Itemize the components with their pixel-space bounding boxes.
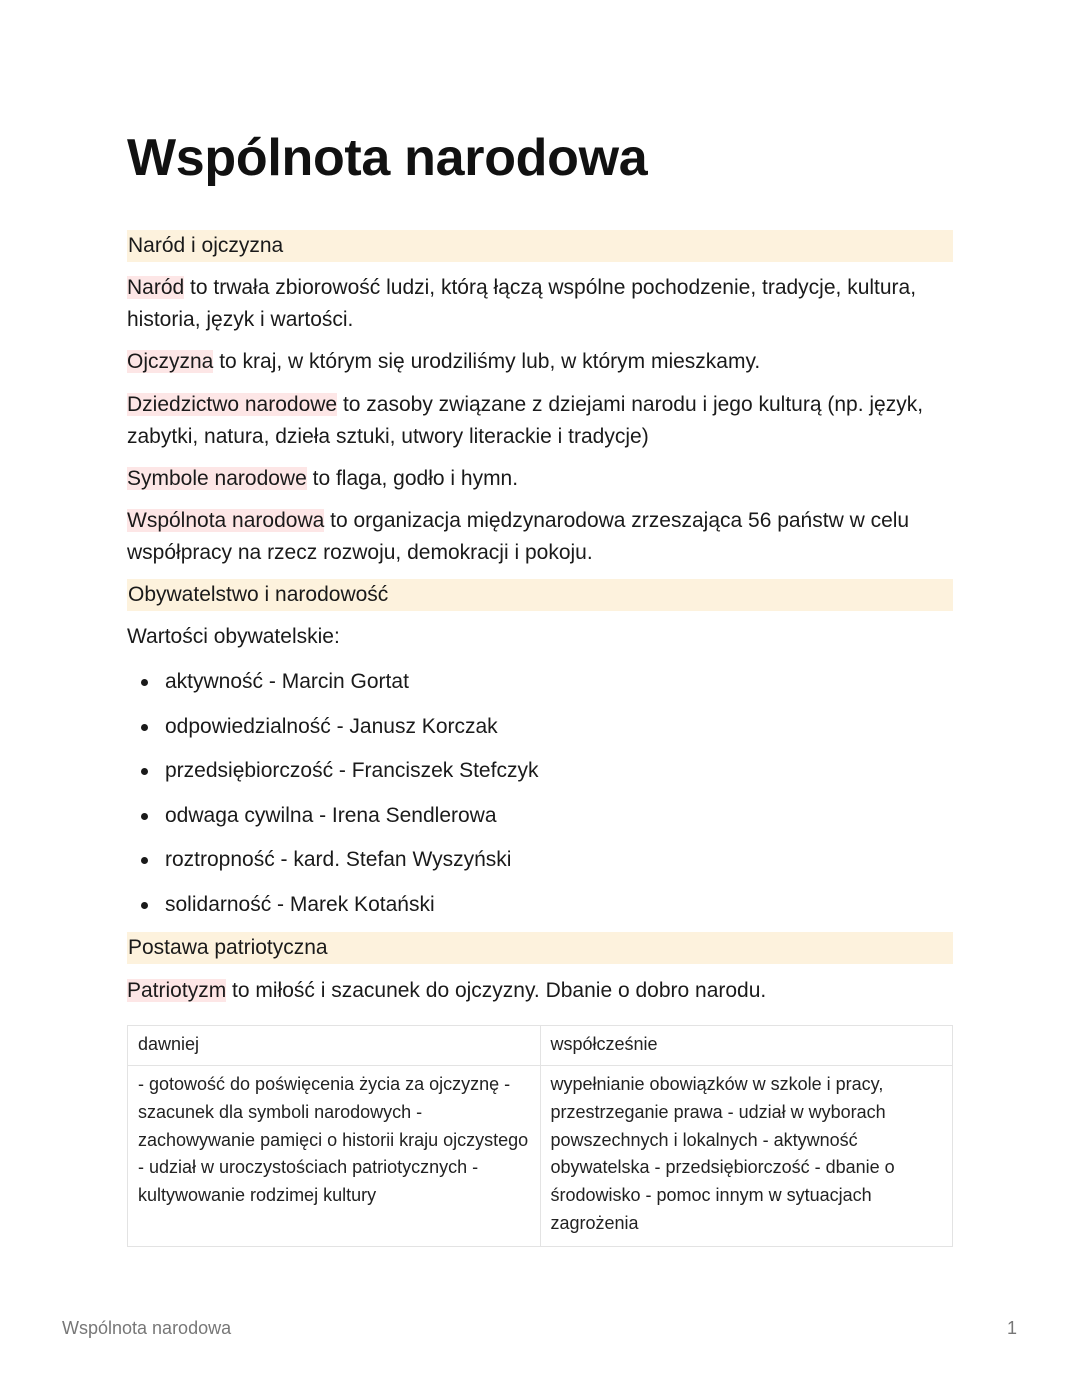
section-heading-nation: Naród i ojczyzna: [127, 230, 953, 262]
list-item: roztropność - kard. Stefan Wyszyński: [127, 842, 727, 887]
bullet-icon: [141, 724, 148, 731]
term-highlight: Dziedzictwo narodowe: [127, 393, 338, 416]
list-item: solidarność - Marek Kotański: [127, 887, 727, 932]
section-heading-citizenship: Obywatelstwo i narodowość: [127, 579, 953, 611]
table-cell-present: wypełnianie obowiązków w szkole i pracy, przestrzeganie prawa - udział w wyborach powszechnych i lokalnych - aktywność obywatelska - przedsiębiorczość - dbanie o środowisko - pomoc innym w sytuacjach zagrożenia: [540, 1066, 953, 1247]
page-title: Wspólnota narodowa: [127, 129, 648, 187]
term-highlight: Ojczyzna: [127, 350, 214, 373]
definition-text: to miłość i szacunek do ojczyzny. Dbanie o dobro narodu.: [226, 979, 767, 1002]
term-highlight: Symbole narodowe: [127, 467, 307, 490]
definition-text: to kraj, w którym się urodziliśmy lub, w którym mieszkamy.: [213, 350, 761, 373]
definition-text: to trwała zbiorowość ludzi, którą łączą wspólne pochodzenie, tradycje, kultura, historia, język i wartości.: [127, 276, 917, 331]
footer-document-title: Wspólnota narodowa: [62, 1318, 232, 1338]
bullet-icon: [141, 768, 148, 775]
definition-wspolnota: [127, 505, 953, 569]
term-highlight: Patriotyzm: [127, 979, 227, 1002]
definition-ojczyzna: [127, 346, 953, 378]
page-number: 1: [1006, 1318, 1017, 1338]
definition-symbole: [127, 463, 953, 495]
table-header-present: współcześnie: [540, 1026, 953, 1066]
list-item: przedsiębiorczość - Franciszek Stefczyk: [127, 753, 727, 798]
list-item: odpowiedzialność - Janusz Korczak: [127, 709, 727, 754]
definition-text: to flaga, godło i hymn.: [306, 467, 519, 490]
definition-patriotyzm: [127, 975, 953, 1007]
table-cell-past: - gotowość do poświęcenia życia za ojczyznę - szacunek dla symboli narodowych - zachowywanie pamięci o historii kraju ojczystego - udział w uroczystościach patriotycznych - kultywowanie rodzimej kultury: [128, 1066, 541, 1247]
term-highlight: Wspólnota narodowa: [127, 509, 325, 532]
definition-dziedzictwo: [127, 389, 953, 453]
values-intro: Wartości obywatelskie:: [127, 625, 340, 648]
bullet-icon: [141, 813, 148, 820]
table-header-past: dawniej: [128, 1026, 541, 1066]
list-item: odwaga cywilna - Irena Sendlerowa: [127, 798, 727, 843]
bullet-icon: [141, 857, 148, 864]
bullet-icon: [141, 679, 148, 686]
table-header-row: [128, 1026, 953, 1066]
list-item: aktywność - Marcin Gortat: [127, 664, 727, 709]
bullet-icon: [141, 902, 148, 909]
definition-text: to zasoby związane z dziejami narodu i jego kulturą (np. język, zabytki, natura, dzieła sztuki, utwory literackie i tradycje): [127, 393, 924, 448]
values-list: [127, 664, 727, 932]
section-heading-patriotism: Postawa patriotyczna: [127, 932, 953, 964]
table-row: [128, 1066, 953, 1247]
term-highlight: Naród: [127, 276, 185, 299]
definition-text: to organizacja międzynarodowa zrzeszająca 56 państw w celu współpracy na rzecz rozwoju, demokracji i pokoju.: [127, 509, 910, 564]
comparison-table: [127, 1025, 953, 1247]
definition-narod: [127, 272, 953, 336]
